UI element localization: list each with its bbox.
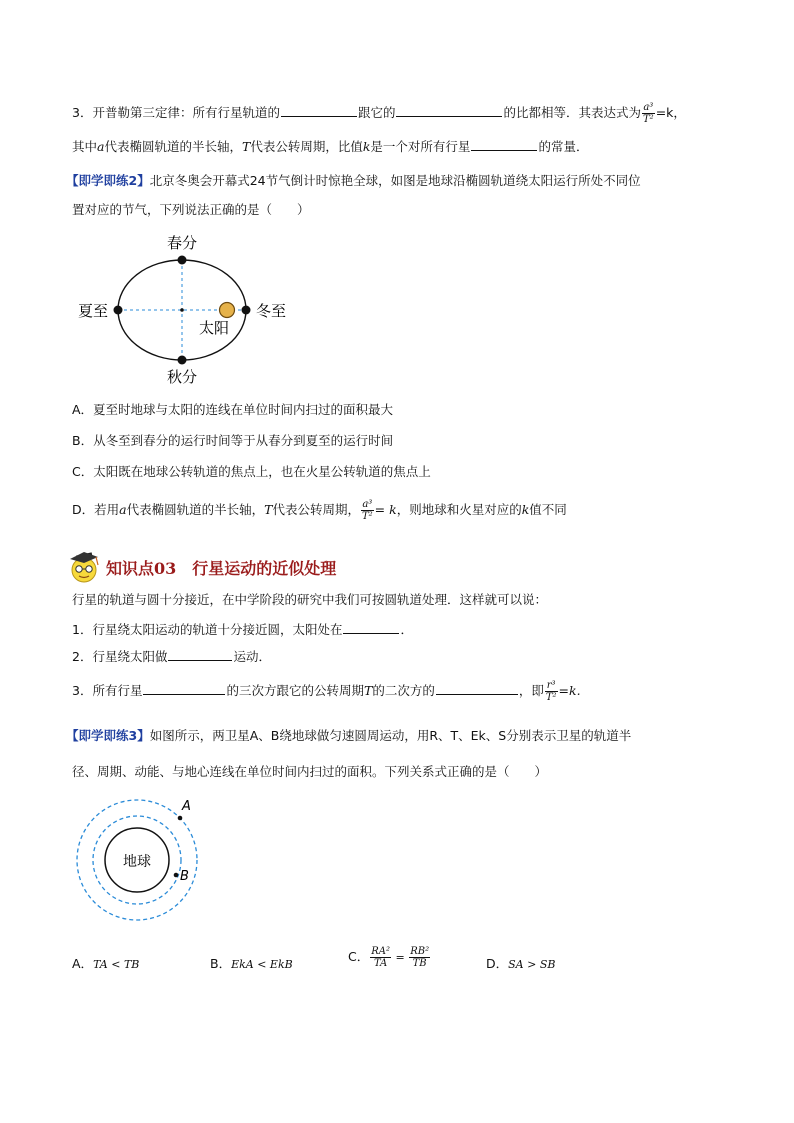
kp3-item-1: 1．行星绕太阳运动的轨道十分接近圆，太阳处在 ． <box>72 619 413 640</box>
ex2-option-c[interactable]: C．太阳既在地球公转轨道的焦点上，也在火星公转轨道的焦点上 <box>72 464 431 479</box>
option-c-left-fraction: $\frac{\text{RA²}}{TA}$ <box>371 946 390 969</box>
answer-blank-4[interactable] <box>343 619 399 634</box>
answer-blank-6[interactable] <box>143 680 225 695</box>
kp3-formula: $\frac{\text{r³}}{\text{T²}}$ <box>545 680 557 703</box>
label-summer-solstice: 夏至 <box>77 302 108 320</box>
ex2-stem-line1: 【即学即练2】北京冬奥会开幕式24节气倒计时惊艳全球，如图是地球沿椭圆轨道绕太阳运行所处不同位 <box>66 173 641 188</box>
sun-icon <box>220 303 235 318</box>
ex3-stem-line2: 径、周期、动能、与地心连线在单位时间内扫过的面积。下列关系式正确的是（ ） <box>72 764 548 779</box>
label-b: B <box>180 869 189 884</box>
satellite-a <box>178 816 183 821</box>
answer-blank-7[interactable] <box>436 680 518 695</box>
ex3-tag: 【即学即练3】 <box>66 728 150 743</box>
earth-dot-right <box>242 306 251 315</box>
ex2-option-b[interactable]: B．从冬至到春分的运行时间等于从春分到夏至的运行时间 <box>72 433 394 448</box>
law3-line1: 3．开普勒第三定律：所有行星轨道的 跟它的 的比都相等．其表达式为 $\frac{\text{a³}}{\text{T²}}$ =k， <box>72 102 686 125</box>
earth-dot-top <box>178 256 187 265</box>
earth-dot-bottom <box>178 356 187 365</box>
kp3-intro: 行星的轨道与圆十分接近，在中学阶段的研究中我们可按圆轨道处理．这样就可以说： <box>72 592 548 607</box>
answer-blank-2[interactable] <box>396 102 502 117</box>
ex2-option-d[interactable]: D．若用a代表椭圆轨道的半长轴，T代表公转周期， $\frac{\text{a³}}{\text{T²}}$ = k，则地球和火星对应的k值不同 <box>72 499 567 522</box>
mascot-icon <box>66 549 102 585</box>
ex3-option-a[interactable]: A．TA < TB <box>72 956 140 971</box>
label-a: A <box>182 799 191 814</box>
earth-dot-left <box>114 306 123 315</box>
ex2-tag: 【即学即练2】 <box>66 173 150 188</box>
option-c-right-fraction: $\frac{\text{RB²}}{TB}$ <box>410 946 430 969</box>
kp3-item-2: 2．行星绕太阳做 运动． <box>72 646 271 667</box>
label-spring-equinox: 春分 <box>166 234 198 252</box>
option-d-formula: $\frac{\text{a³}}{\text{T²}}$ <box>361 499 373 522</box>
orbit-diagram <box>72 228 302 388</box>
center-dot <box>180 308 184 312</box>
satellite-b <box>174 873 179 878</box>
label-earth: 地球 <box>123 854 151 870</box>
ex2-stem-line2: 置对应的节气，下列说法正确的是（ ） <box>72 202 310 217</box>
knowledge-point-title: 知识点03 行星运动的近似处理 <box>106 559 337 578</box>
satellite-diagram <box>60 796 220 926</box>
answer-blank-1[interactable] <box>281 102 357 117</box>
ex3-option-d[interactable]: D．SA > SB <box>486 956 556 971</box>
law3-line2: 其中a代表椭圆轨道的半长轴，T代表公转周期，比值k是一个对所有行星 的常量． <box>72 136 588 157</box>
label-autumn-equinox: 秋分 <box>166 368 198 386</box>
law3-formula: $\frac{\text{a³}}{\text{T²}}$ <box>643 102 654 125</box>
label-sun: 太阳 <box>198 319 230 337</box>
ex3-stem-line1: 【即学即练3】如图所示，两卫星A、B绕地球做匀速圆周运动，用R、T、Ek、S分别表示卫星的轨道半 <box>66 728 632 743</box>
ex2-option-a[interactable]: A．夏至时地球与太阳的连线在单位时间内扫过的面积最大 <box>72 402 394 417</box>
answer-blank-3[interactable] <box>471 136 537 151</box>
kp3-item-3: 3．所有行星 的三次方跟它的公转周期T的二次方的 ，即 $\frac{\text{r³}}{\text{T²}}$ =k. <box>72 680 581 703</box>
ex3-option-c[interactable]: C． $\frac{\text{RA²}}{TA}$ = $\frac{\text{RB²}}{TB}$ <box>348 946 430 969</box>
ex3-option-b[interactable]: B．EkA < EkB <box>210 956 293 971</box>
answer-blank-5[interactable] <box>168 646 232 661</box>
label-winter-solstice: 冬至 <box>256 302 287 320</box>
